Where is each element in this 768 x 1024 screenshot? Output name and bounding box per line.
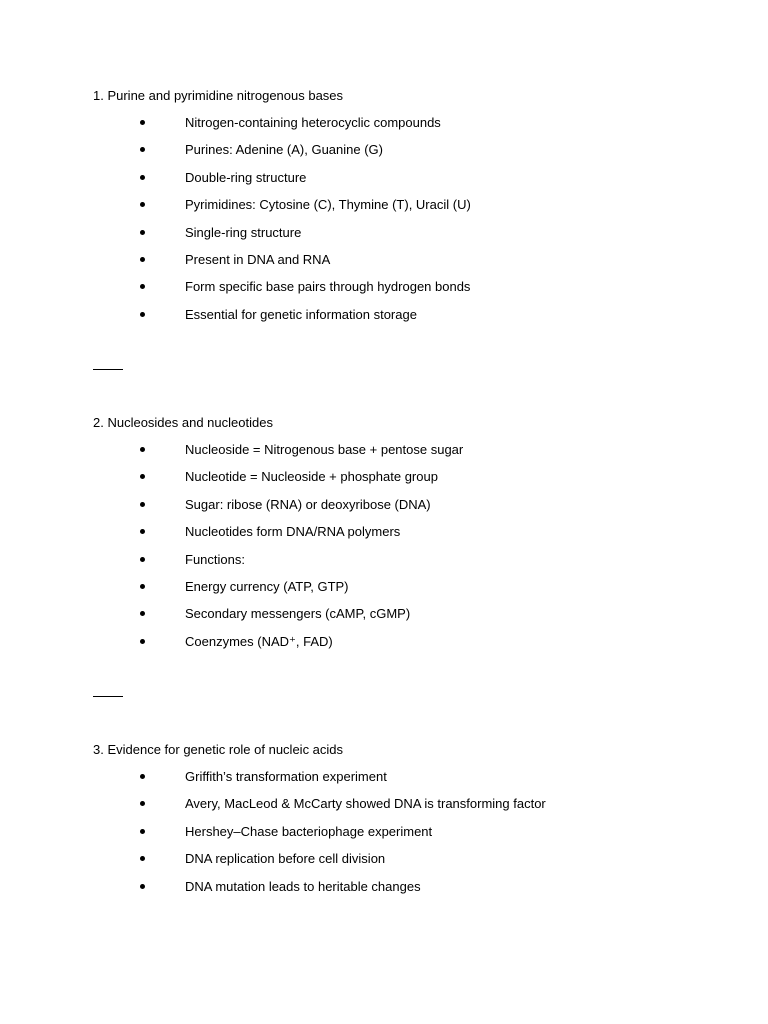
bullet-icon	[140, 611, 145, 616]
list-item	[93, 850, 713, 877]
bullet-icon	[140, 502, 145, 507]
list-item	[93, 768, 713, 795]
list-item	[93, 251, 713, 278]
bullet-icon	[140, 774, 145, 779]
bullet-icon	[140, 230, 145, 235]
bullet-list	[93, 768, 713, 905]
section-heading: 2. Nucleosides and nucleotides	[93, 415, 273, 430]
list-item	[93, 578, 713, 605]
list-item-text: DNA replication before cell division	[185, 851, 386, 867]
list-item-text: Double-ring structure	[185, 169, 307, 185]
bullet-icon	[140, 474, 145, 479]
bullet-list	[93, 114, 713, 333]
list-item	[93, 224, 713, 251]
list-item-text: Griffith’s transformation experiment	[185, 769, 387, 784]
bullet-icon	[140, 147, 145, 152]
list-item	[93, 551, 713, 578]
list-item-text: DNA mutation leads to heritable changes	[185, 878, 421, 894]
list-item-text: Secondary messengers (cAMP, cGMP)	[185, 606, 411, 622]
list-item	[93, 141, 713, 168]
list-item-text: Nitrogen-containing heterocyclic compounds	[185, 115, 441, 130]
list-item-text: Avery, MacLeod & McCarty showed DNA is transforming factor	[185, 796, 546, 812]
list-item	[93, 605, 713, 632]
bullet-list	[93, 441, 713, 660]
list-item	[93, 468, 713, 495]
list-item	[93, 496, 713, 523]
list-item	[93, 795, 713, 822]
list-item	[93, 114, 713, 141]
list-item	[93, 169, 713, 196]
list-item-text: Functions:	[185, 551, 245, 567]
list-item-text: Nucleotide = Nucleoside + phosphate group	[185, 469, 438, 485]
list-item	[93, 878, 713, 905]
list-item	[93, 523, 713, 550]
list-item-text: Sugar: ribose (RNA) or deoxyribose (DNA)	[185, 496, 431, 512]
bullet-icon	[140, 856, 145, 861]
list-item-text: Hershey–Chase bacteriophage experiment	[185, 823, 433, 839]
bullet-icon	[140, 447, 145, 452]
list-item-text: Pyrimidines: Cytosine (C), Thymine (T), Uracil (U)	[185, 197, 471, 213]
bullet-icon	[140, 584, 145, 589]
bullet-icon	[140, 284, 145, 289]
list-item-text: Nucleotides form DNA/RNA polymers	[185, 524, 401, 540]
list-item-text: Purines: Adenine (A), Guanine (G)	[185, 142, 383, 158]
list-item	[93, 633, 713, 660]
section-purines-pyrimidines	[93, 87, 713, 333]
bullet-icon	[140, 202, 145, 207]
list-item-text: Present in DNA and RNA	[185, 251, 331, 267]
bullet-icon	[140, 257, 145, 262]
bullet-icon	[140, 801, 145, 806]
list-item	[93, 441, 713, 468]
list-item-text: Coenzymes (NAD⁺, FAD)	[185, 633, 333, 649]
bullet-icon	[140, 120, 145, 125]
bullet-icon	[140, 529, 145, 534]
section-heading: 3. Evidence for genetic role of nucleic acids	[93, 742, 344, 757]
bullet-icon	[140, 312, 145, 317]
bullet-icon	[140, 557, 145, 562]
list-item-text: Single-ring structure	[185, 224, 302, 240]
list-item-text: Energy currency (ATP, GTP)	[185, 578, 349, 594]
bullet-icon	[140, 829, 145, 834]
list-item-text: Nucleoside = Nitrogenous base + pentose sugar	[185, 442, 464, 457]
section-genetic-evidence	[93, 741, 713, 905]
list-item-text: Form specific base pairs through hydrogen bonds	[185, 279, 471, 295]
bullet-icon	[140, 884, 145, 889]
section-divider	[93, 369, 123, 370]
list-item	[93, 278, 713, 305]
list-item	[93, 306, 713, 333]
bullet-icon	[140, 175, 145, 180]
section-heading: 1. Purine and pyrimidine nitrogenous bases	[93, 88, 344, 103]
section-divider	[93, 696, 123, 697]
bullet-icon	[140, 639, 145, 644]
list-item	[93, 196, 713, 223]
list-item	[93, 823, 713, 850]
list-item-text: Essential for genetic information storage	[185, 306, 417, 322]
section-nucleosides-nucleotides	[93, 414, 713, 660]
